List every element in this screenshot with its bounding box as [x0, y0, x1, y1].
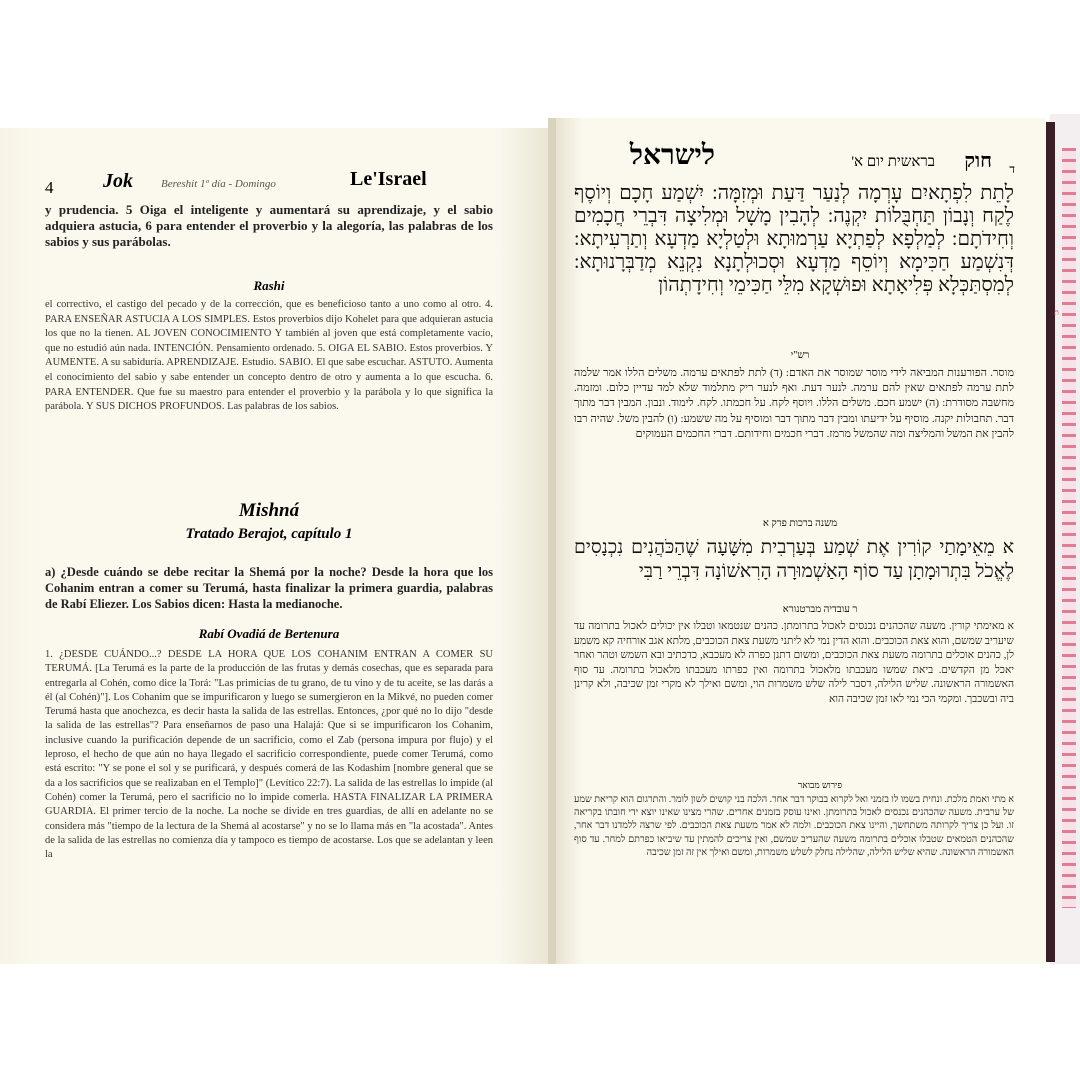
hebrew-peirush-label: פירוש מבואר: [797, 780, 843, 790]
opening-verse-text: y prudencia. 5 Oiga el inteligente y aumentará su aprendizaje, y el sabio adquiera astucia, 6 para entender el proverbio y la alegoría, las palabras de los sabios y sus parábolas.: [45, 202, 493, 249]
hebrew-bertenura-label: ר עובדיה מברטנורא: [782, 604, 858, 615]
rashi-heading: Rashi: [253, 278, 285, 293]
book-gutter: [548, 118, 556, 964]
header-right-title: Le'Israel: [350, 168, 427, 190]
hebrew-header-subtitle: בראשית יום א': [851, 154, 935, 170]
mishna-subheading: Tratado Berajot, capítulo 1: [185, 526, 353, 542]
margin-mark: ת: [1054, 308, 1059, 317]
header-subtitle: Bereshit 1º día - Domingo: [161, 178, 276, 190]
open-book: [0, 118, 1080, 964]
header-title: Jok: [103, 170, 133, 192]
hebrew-rashi-text: מוסר. הפורענות המביאה לידי מוסר שמוסר את האדם: (ד) לתת לפתאים ערמה. משלים הללו אמר שלמה לתת ערמה לפתאים שאין להם ערמה. לנער דעת. ואף לנער ריק מתלמוד שלא למד עדיין כלום. ומזמה. מחשבה מסודרת: (ה) ישמע חכם. משלים הללו. ויוסף לקח. על חכמתו. לקח. לימוד. ונבון. המבין דבר מתוך דבר. תחבולות יקנה. מוסיף על ידיעתו ומבין דבר מתוך דבר ומוסיף על מה ששמע: (ו) להבין משל. שהיה רבו להבין את המשל והמליצה ומה שהמשל מרמז. דברי חכמים וחידותם. דברי החכמים העמוקים: [574, 367, 1014, 440]
hebrew-mishna-label: משנה ברכות פרק א: [762, 518, 838, 529]
rashi-commentary: el correctivo, el castigo del pecado y de la corrección, que es beneficioso tanto a uno como al otro. 4. PARA ENSEÑAR ASTUCIA A LOS SIMPLES. Estos proverbios dijo Kohelet para que adquieran astucia los que no la tienen. AL JOVEN CONOCIMIENTO Y también al joven que está completamente vacío, que no estudió aún nada. INTENCIÓN. Pensamiento ordenado. 5. OIGA EL SABIO. Estos proverbios. Y AUMENTE. A su sabiduría. APRENDIZAJE. Estudio. SABIO. El que sabe escuchar. ASTUTO. Aumenta el conocimiento del sabio y sabe entender un concepto dentro de otro y aumenta a lo que escucha. 6. PARA ENTENDER. Que fue su maestro para entender el proverbio y la parábola y lo que significa la parábola. Y SUS DICHOS PROFUNDOS. Las palabras de los sabios.: [45, 299, 493, 413]
hebrew-header-right: לישראל: [629, 140, 715, 171]
right-page-header: [575, 140, 1015, 180]
page-number: 4: [45, 178, 54, 197]
cover-pattern: [1062, 148, 1076, 908]
hebrew-header-title: חוק: [964, 150, 992, 172]
hebrew-rashi-label: רש"י: [790, 350, 810, 361]
bertenura-commentary: 1. ¿DESDE CUÁNDO...? DESDE LA HORA QUE LOS COHANIM ENTRAN A COMER SU TERUMÁ. [La Terumá es la parte de la producción de las frutas y demás cosechas, que es separada para entregarla al Cohén, como dice la Torá: "Las primicias de tu grano, de tu vino y de tu aceite, se las darás a él (al Cohén)"]. Los Cohanim que se impurificaron y luego se sumergieron en la Mikvé, no pueden comer Terumá hasta que anochezca, es decir hasta la salida de las estrellas. Entonces, ¿por qué no lo dijo "desde la salida de las estrellas"? Para enseñarnos de paso una Halajá: Que si se impurificaron los Cohanim, inclusive cuando la purificación depende de un sacrificio, como el Zab (persona impura por flujo) y el leproso, el hecho de que aún no haya llegado el sacrificio correspondiente, puede comer Terumá, como está escrito: "Y se pone el sol y se purificará, y después comerá de las Kodashim [nombre general que se da a los sacrificios que se realizaban en el Templo]" (Levítico 22:7). La salida de las estrellas lo impide (al Cohén) comer la Terumá, pero el sacrificio no lo impide comerla. HASTA FINALIZAR LA PRIMERA GUARDIA. El primer tercio de la noche. La noche se divide en tres guardias, de allí en adelante no se considera más "tiempo de la lectura de la Shemá al acostarse" y no se lo llama más en "la acostada". Antes de la salida de las estrellas no comienza día y tampoco es tiempo de acostarse. Los que se adelantan y leen la: [45, 649, 493, 861]
hebrew-mishna-text: א מֵאֵימָתַי קוֹרִין אֶת שְׁמַע בְּעַרְבִית מִשָּׁעָה שֶׁהַכֹּהֲנִים נִכְנָסִים לֶאֱכֹל בִּתְרוּמָתָן עַד סוֹף הָאַשְׁמוּרָה הָרִאשׁוֹנָה דִּבְרֵי רַבִּי: [574, 537, 1014, 582]
hebrew-page-letter: ד: [1009, 162, 1015, 176]
hebrew-bertenura-text: א מאימתי קורין. משעה שהכהנים נכנסים לאכול בתרומתן. כהנים שנטמאו וטבלו אין יכולים לאכול בתרומה עד שיעריב שמשם, והוא צאת הכוכבים. והוא הדין נמי לא ליתני משעת צאת הכוכבים, מלתא אגב אורחיה קא משמע לן, כהנים אוכלים בתרומה משעת צאת הכוכבים, ומשום דתנן כפרה לא מעכבא, כדכתיב ובא השמש וטהר ואחר יאכל מן הקדשים. ביאת שמשו מעכבתו מלאכול בתרומה ואין כפרתו מעכבתו מלאכול בתרומה. עד סוף האשמורה הראשונה. שליש הלילה, דסבר לילה שלש משמרות הוי, ומשם ואילך לא מקרי זמן שכיבה, ולא קרינן ביה ובשכבך. ומקמי הכי נמי לאו זמן שכיבה הוא: [574, 621, 1014, 705]
bertenura-heading: Rabí Ovadiá de Bertenura: [198, 626, 340, 641]
mishna-heading: Mishná: [238, 500, 300, 521]
hebrew-peirush-text: א מתי ואמת מלכת. ונחית בשמו לו בזמני ואל לקרוא בבוקר דבר אחר. הלכה בני קושים לשון לומר. והתרגום הוא קריאת שמע של ערבית. משעה שהכהנים נכנסים לאכול בתרומתן. ואינו עוסק בזמנים אחרים. שהרי מצינו שאינו יוצא ידי חובתו בקריאה זו. ועל כן צריך לקרותה משתחשך, והיינו צאת הכוכבים. ולמה לא אמר משעת צאת הכוכבים. לפי שרצה ללמדנו דבר אחר, שהכהנים הטמאים שטבלו אוכלים בתרומה משעה שהעריב שמשם, ואין צריכים להמתין עד שיביאו כפרתם למחר. עד סוף האשמורה הראשונה. שהיא שליש הלילה, שהלילה נחלק לשלש משמרות, ומשם ואילך אין זה זמן שכיבה: [574, 795, 1014, 858]
left-page-header: [45, 168, 525, 198]
mishna-text: a) ¿Desde cuándo se debe recitar la Shemá por la noche? Desde la hora que los Cohanim entran a comer su Terumá, hasta finalizar la primera guardia, palabras de Rabí Eliezer. Los Sabios dicen: Hasta la medianoche.: [45, 565, 493, 611]
book-binding: [1045, 122, 1055, 962]
hebrew-verse-text: לָתֵת לִפְתָאיִם עָרְמָה לְנַעַר דַּעַת וּמְזִמָּה: יִשְׁמַע חָכָם וְיוֹסֶף לֶקַח וְנָבוֹן תַּחְבֻּלוֹת יִקְנֶה: לְהָבִין מָשָׁל וּמְלִיצָה דִּבְרֵי חֲכָמִים וְחִידֹתָם: לְמַלְפָא לְפַתְיָא עַרְמוּתָא וּלְטַלְיָא מַדְעָא וְתַרְעִיתָא: דְּנִשְׁמַע חַכִּימָא וְיוֹסֵף מַדְעָא וּסְכוּלְתָנָא נִקְנֵא מְדַבְּרָנוּתָא: לְמִסְתַּכְּלָא פְּלִיאָתָא וּפוּשְׁקָא מִלֵּי חַכִּימֵי וְחִידָתְהוֹן: [574, 182, 1014, 296]
